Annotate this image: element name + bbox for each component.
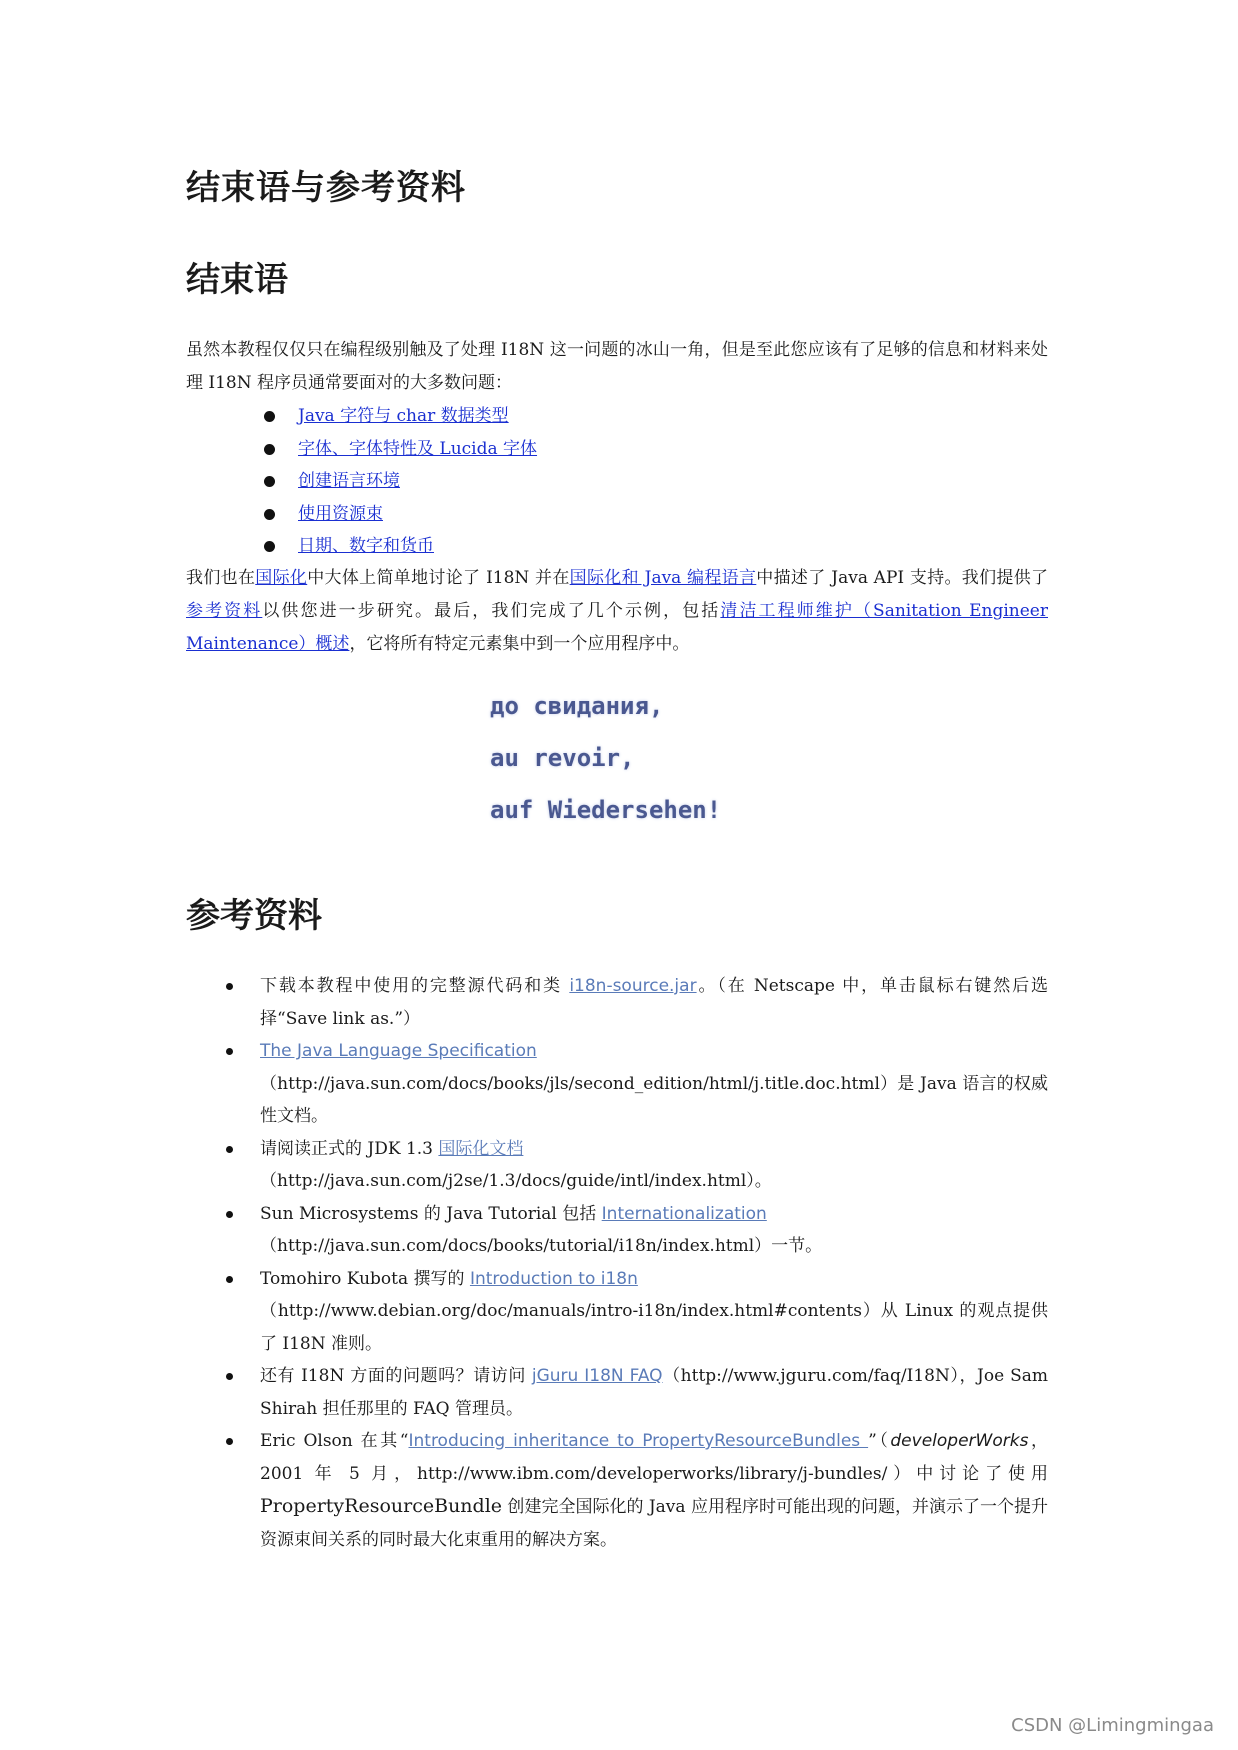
farewell-image bbox=[490, 680, 721, 836]
farewell-french: au revoir, bbox=[490, 744, 635, 772]
jdk-intl-docs-link[interactable]: 国际化文档 bbox=[438, 1138, 524, 1159]
topic-item bbox=[264, 498, 537, 531]
bullet-icon bbox=[226, 1146, 233, 1153]
bullet-icon bbox=[226, 1276, 233, 1283]
sanitation-overview-link[interactable]: 清洁工程师维护（Sanitation Engineer Maintenance）概述 bbox=[186, 601, 1048, 654]
bullet-icon bbox=[264, 509, 275, 520]
reference-item: Sun Microsystems 的 Java Tutorial 包括 Internationalization （http://java.sun.com/docs/books/tutorial/i18n/index.html）一节。 bbox=[226, 1198, 1048, 1263]
tutorial-i18n-link[interactable]: Internationalization bbox=[601, 1203, 767, 1224]
topic-link-java-char[interactable]: Java 字符与 char 数据类型 bbox=[298, 406, 509, 426]
internationalization-link[interactable]: 国际化 bbox=[255, 568, 308, 588]
summary-text: ，它将所有特定元素集中到一个应用程序中。 bbox=[349, 634, 690, 654]
conclusion-heading: 结束语 bbox=[186, 260, 288, 300]
intro-i18n-link[interactable]: Introduction to i18n bbox=[469, 1268, 638, 1289]
bullet-icon bbox=[226, 983, 233, 990]
topic-list bbox=[264, 400, 537, 563]
topic-item bbox=[264, 465, 537, 498]
i18n-java-link[interactable]: 国际化和 Java 编程语言 bbox=[569, 568, 757, 588]
topic-item bbox=[264, 400, 537, 433]
reference-item: Eric Olson 在其“Introducing inheritance to PropertyResourceBundles ”（developerWorks，2001 年 5 月，http://www.ibm.com/developerworks/library/j-bundles/）中讨论了使用 PropertyResourceBundle 创建完全国际化的 Java 应用程序时可能出现的问题，并演示了一个提升资源束间关系的同时最大化束重用的解决方案。 bbox=[226, 1425, 1048, 1556]
topic-link-fonts[interactable]: 字体、字体特性及 Lucida 字体 bbox=[298, 438, 538, 459]
java-spec-link[interactable]: The Java Language Specification bbox=[260, 1041, 537, 1061]
topic-link-resource-bundles[interactable]: 使用资源束 bbox=[298, 503, 383, 524]
references-list bbox=[226, 970, 1048, 1556]
intro-paragraph: 虽然本教程仅仅只在编程级别触及了处理 I18N 这一问题的冰山一角，但是至此您应该有了足够的信息和材料来处理 I18N 程序员通常要面对的大多数问题： bbox=[186, 340, 1048, 393]
bullet-icon bbox=[264, 476, 275, 487]
topic-item bbox=[264, 530, 537, 563]
bullet-icon bbox=[226, 1373, 233, 1380]
references-heading: 参考资料 bbox=[186, 896, 322, 936]
reference-item: 请阅读正式的 JDK 1.3 国际化文档 （http://java.sun.com/j2se/1.3/docs/guide/intl/index.html）。 bbox=[226, 1133, 1048, 1198]
bullet-icon bbox=[226, 1211, 233, 1218]
summary-text: 我们也在 bbox=[186, 568, 256, 588]
jguru-faq-link[interactable]: jGuru I18N FAQ bbox=[531, 1366, 663, 1386]
property-bundles-link[interactable]: Introducing inheritance to PropertyResourceBundles bbox=[408, 1431, 869, 1451]
bullet-icon bbox=[226, 1048, 233, 1055]
bullet-icon bbox=[264, 444, 275, 455]
summary-text: 以供您进一步研究。最后，我们完成了几个示例，包括 bbox=[262, 601, 721, 621]
farewell-russian: до свидания, bbox=[490, 692, 664, 720]
summary-text: 中描述了 Java API 支持。我们提供了 bbox=[756, 568, 1049, 588]
farewell-german: auf Wiedersehen! bbox=[490, 796, 722, 824]
reference-item: 还有 I18N 方面的问题吗？请访问 jGuru I18N FAQ（http://www.jguru.com/faq/I18N），Joe Sam Shirah 担任那里的 FAQ 管理员。 bbox=[226, 1360, 1048, 1425]
reference-item: The Java Language Specification （http://java.sun.com/docs/books/jls/second_edition/html/j.title.doc.html）是 Java 语言的权威性文档。 bbox=[226, 1035, 1048, 1133]
watermark: CSDN @Limingmingaa bbox=[1011, 1715, 1214, 1736]
bullet-icon bbox=[264, 541, 275, 552]
bullet-icon bbox=[264, 411, 275, 422]
reference-item: Tomohiro Kubota 撰写的 Introduction to i18n （http://www.debian.org/doc/manuals/intro-i18n/index.html#contents）从 Linux 的观点提供了 I18N 准则。 bbox=[226, 1263, 1048, 1361]
bullet-icon bbox=[226, 1438, 233, 1445]
source-jar-link[interactable]: i18n-source.jar bbox=[569, 976, 697, 996]
topic-link-dates-numbers[interactable]: 日期、数字和货币 bbox=[298, 536, 434, 556]
class-name-text: PropertyResourceBundle bbox=[260, 1495, 503, 1517]
topic-link-locale[interactable]: 创建语言环境 bbox=[298, 471, 400, 491]
summary-paragraph bbox=[186, 562, 1048, 661]
page-title: 结束语与参考资料 bbox=[186, 168, 466, 208]
references-link[interactable]: 参考资料 bbox=[186, 601, 263, 621]
reference-item: 下载本教程中使用的完整源代码和类 i18n-source.jar。（在 Netscape 中，单击鼠标右键然后选择“Save link as.”） bbox=[226, 970, 1048, 1035]
summary-text: 中大体上简单地讨论了 I18N 并在 bbox=[307, 568, 570, 588]
topic-item bbox=[264, 433, 537, 466]
